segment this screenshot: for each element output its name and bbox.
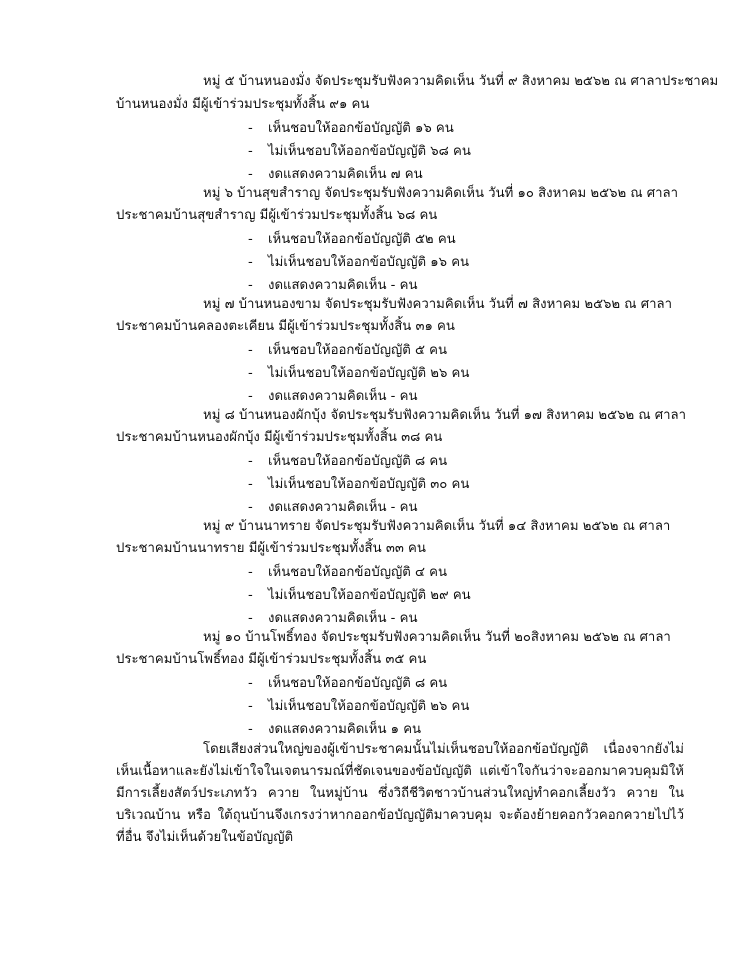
village-9-approve xyxy=(248,563,447,583)
bullet-dash: - xyxy=(248,611,253,626)
village-6-approve xyxy=(248,230,456,250)
village-8-approve xyxy=(248,452,447,472)
village-6-attendance: ประชาคมบ้านสุขสำราญ มีผู้เข้าร่วมประชุมทั้งสิ้น ๖๘ คน xyxy=(116,208,438,223)
item-text: งดแสดงความคิดเห็น - คน xyxy=(268,389,418,404)
bullet-dash: - xyxy=(248,588,253,603)
bullet-dash: - xyxy=(248,278,253,293)
village-6-disapprove xyxy=(248,253,469,273)
bullet-dash: - xyxy=(248,232,253,247)
bullet-dash: - xyxy=(248,477,253,492)
item-text: ไม่เห็นชอบให้ออกข้อบัญญัติ ๒๖ คน xyxy=(268,699,470,714)
village-6-abstain xyxy=(248,276,417,296)
village-5-disapprove xyxy=(248,142,471,162)
village-9-disapprove xyxy=(248,586,471,606)
village-9-abstain xyxy=(248,609,417,629)
conclusion-paragraph: โดยเสียงส่วนใหญ่ของผู้เข้าประชาคมนั้นไม่เห็นชอบให้ออกข้อบัญญัติ เนื่องจากยังไม่เห็นเนื้อหาและยังไม่เข้าใจในเจตนารมณ์ที่ชัดเจนของข้อบัญญัติ แต่เข้าใจกันว่าจะออกมาควบคุมมิให้มีการเลี้ยงสัตว์ประเภทวัว ควาย ในหมู่บ้าน ซึ่งวิถีชีวิตชาวบ้านส่วนใหญ่ทำคอกเลี้ยงวัว ควาย ในบริเวณบ้าน หรือ ใต้ถุนบ้านจึงเกรงว่าหากออกข้อบัญญัติมาควบคุม จะต้องย้ายคอกวัวคอกควายไปไว้ที่อื่น จึงไม่เห็นด้วยในข้อบัญญัติ xyxy=(116,742,684,845)
bullet-dash: - xyxy=(248,699,253,714)
village-8-disapprove xyxy=(248,475,469,495)
village-9-attendance: ประชาคมบ้านนาทราย มีผู้เข้าร่วมประชุมทั้งสิ้น ๓๓ คน xyxy=(116,541,426,556)
item-text: งดแสดงความคิดเห็น - คน xyxy=(268,278,418,293)
bullet-dash: - xyxy=(248,389,253,404)
village-8-heading: หมู่ ๘ บ้านหนองผักบุ้ง จัดประชุมรับฟังความคิดเห็น วันที่ ๑๗ สิงหาคม ๒๕๖๒ ณ ศาลา xyxy=(203,408,687,423)
bullet-dash: - xyxy=(248,255,253,270)
item-text: เห็นชอบให้ออกข้อบัญญัติ ๑๖ คน xyxy=(268,121,454,136)
item-text: เห็นชอบให้ออกข้อบัญญัติ ๕๒ คน xyxy=(268,232,456,247)
bullet-dash: - xyxy=(248,366,253,381)
village-5-heading: หมู่ ๕ บ้านหนองมั่ง จัดประชุมรับฟังความคิดเห็น วันที่ ๙ สิงหาคม ๒๕๖๒ ณ ศาลาประชาคม xyxy=(203,74,719,89)
village-10-disapprove xyxy=(248,697,469,717)
village-7-attendance: ประชาคมบ้านคลองตะเคียน มีผู้เข้าร่วมประชุมทั้งสิ้น ๓๑ คน xyxy=(116,319,455,334)
village-8-abstain xyxy=(248,498,417,518)
village-9-heading: หมู่ ๙ บ้านนาทราย จัดประชุมรับฟังความคิดเห็น วันที่ ๑๔ สิงหาคม ๒๕๖๒ ณ ศาลา xyxy=(203,519,671,534)
village-7-approve xyxy=(248,341,447,361)
item-text: ไม่เห็นชอบให้ออกข้อบัญญัติ ๑๖ คน xyxy=(268,255,470,270)
village-10-abstain xyxy=(248,720,421,740)
bullet-dash: - xyxy=(248,343,253,358)
item-text: เห็นชอบให้ออกข้อบัญญัติ ๘ คน xyxy=(268,676,448,691)
village-7-abstain xyxy=(248,387,417,407)
item-text: งดแสดงความคิดเห็น ๑ คน xyxy=(268,722,422,737)
village-5-approve xyxy=(248,119,454,139)
village-7-heading: หมู่ ๗ บ้านหนองขาม จัดประชุมรับฟังความคิดเห็น วันที่ ๗ สิงหาคม ๒๕๖๒ ณ ศาลา xyxy=(203,297,672,312)
bullet-dash: - xyxy=(248,454,253,469)
village-5-abstain xyxy=(248,165,423,185)
item-text: งดแสดงความคิดเห็น - คน xyxy=(268,500,418,515)
village-6-heading: หมู่ ๖ บ้านสุขสำราญ จัดประชุมรับฟังความคิดเห็น วันที่ ๑๐ สิงหาคม ๒๕๖๒ ณ ศาลา xyxy=(203,186,679,201)
item-text: งดแสดงความคิดเห็น ๗ คน xyxy=(268,167,423,182)
village-7-disapprove xyxy=(248,364,469,384)
bullet-dash: - xyxy=(248,121,253,136)
item-text: ไม่เห็นชอบให้ออกข้อบัญญัติ ๒๙ คน xyxy=(268,588,471,603)
item-text: งดแสดงความคิดเห็น - คน xyxy=(268,611,418,626)
bullet-dash: - xyxy=(248,167,253,182)
village-10-attendance: ประชาคมบ้านโพธิ์ทอง มีผู้เข้าร่วมประชุมทั้งสิ้น ๓๕ คน xyxy=(116,652,427,667)
bullet-dash: - xyxy=(248,144,253,159)
bullet-dash: - xyxy=(248,722,253,737)
item-text: เห็นชอบให้ออกข้อบัญญัติ ๕ คน xyxy=(268,343,447,358)
item-text: ไม่เห็นชอบให้ออกข้อบัญญัติ ๒๖ คน xyxy=(268,366,470,381)
bullet-dash: - xyxy=(248,676,253,691)
village-10-heading: หมู่ ๑๐ บ้านโพธิ์ทอง จัดประชุมรับฟังความคิดเห็น วันที่ ๒๐สิงหาคม ๒๕๖๒ ณ ศาลา xyxy=(203,630,671,645)
item-text: ไม่เห็นชอบให้ออกข้อบัญญัติ ๖๘ คน xyxy=(268,144,471,159)
item-text: เห็นชอบให้ออกข้อบัญญัติ ๔ คน xyxy=(268,565,447,580)
item-text: เห็นชอบให้ออกข้อบัญญัติ ๘ คน xyxy=(268,454,448,469)
village-5-attendance: บ้านหนองมั่ง มีผู้เข้าร่วมประชุมทั้งสิ้น ๙๑ คน xyxy=(116,97,370,112)
item-text: ไม่เห็นชอบให้ออกข้อบัญญัติ ๓๐ คน xyxy=(268,477,470,492)
bullet-dash: - xyxy=(248,500,253,515)
village-10-approve xyxy=(248,674,447,694)
village-8-attendance: ประชาคมบ้านหนองผักบุ้ง มีผู้เข้าร่วมประชุมทั้งสิ้น ๓๘ คน xyxy=(116,430,443,445)
bullet-dash: - xyxy=(248,565,253,580)
